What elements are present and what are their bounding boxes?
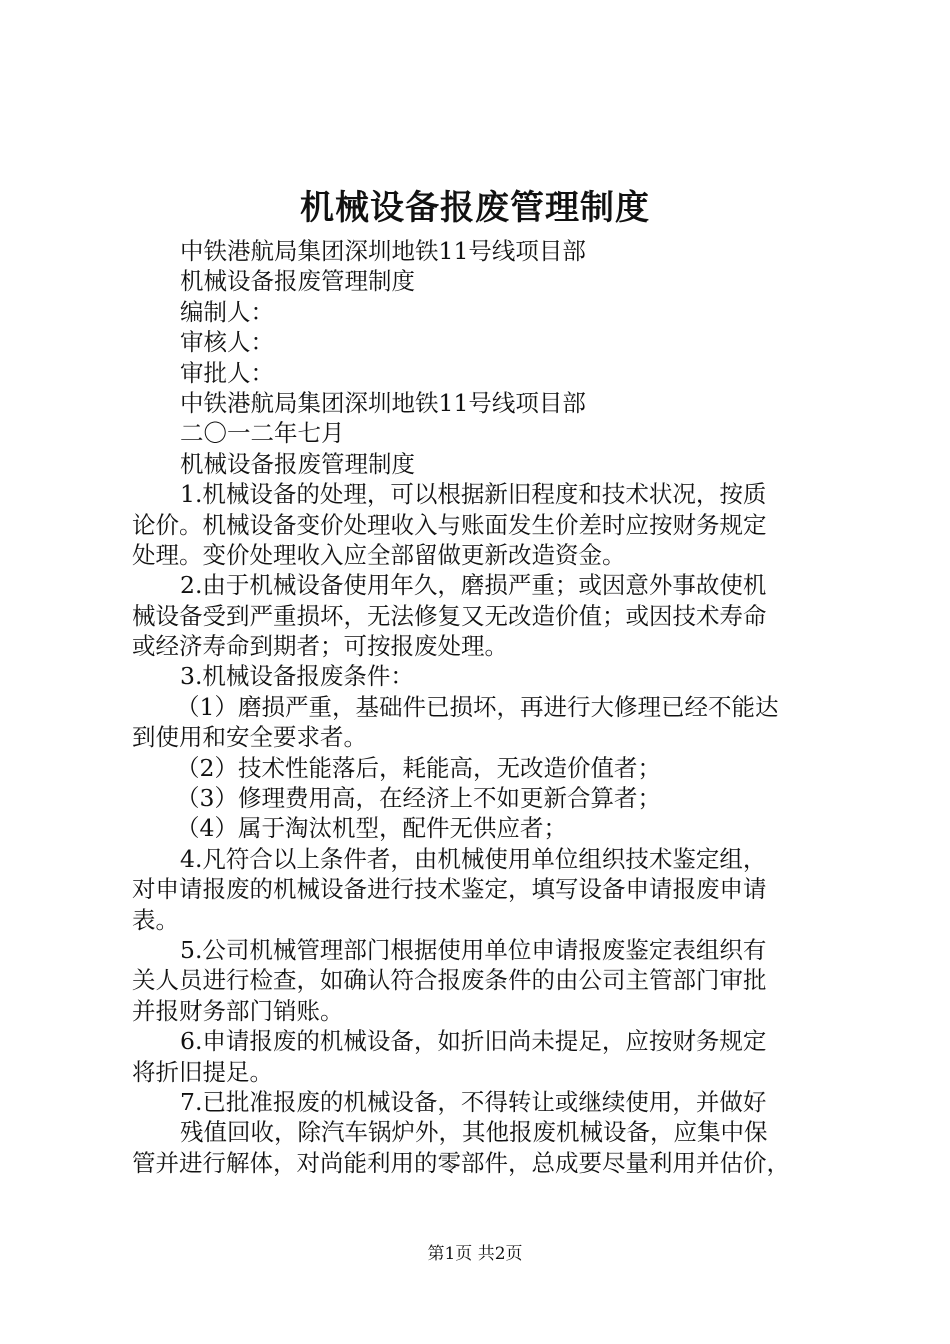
header-line: 中铁港航局集团深圳地铁11号线项目部 <box>180 388 586 417</box>
header-line: 审核人： <box>180 328 274 357</box>
body-line: 关人员进行检查，如确认符合报废条件的由公司主管部门审批 <box>132 966 767 995</box>
header-line: 机械设备报废管理制度 <box>180 449 415 478</box>
page-footer: 第1页 共2页 <box>427 1244 523 1264</box>
header-line: 中铁港航局集团深圳地铁11号线项目部 <box>180 237 586 265</box>
header-line: 机械设备报废管理制度 <box>180 267 415 296</box>
body-line: 并报财务部门销账。 <box>132 996 344 1025</box>
body-line: 5.公司机械管理部门根据使用单位申请报废鉴定表组织有 <box>180 935 767 964</box>
body-line: 处理。变价处理收入应全部留做更新改造资金。 <box>132 540 626 569</box>
body-line: 7.已批准报废的机械设备，不得转让或继续使用，并做好 <box>180 1087 767 1116</box>
document-title: 机械设备报废管理制度 <box>300 188 650 228</box>
body-line: （3）修理费用高，在经济上不如更新合算者； <box>176 784 661 813</box>
body-paragraphs <box>132 479 832 1178</box>
body-line: 1.机械设备的处理，可以根据新旧程度和技术状况，按质 <box>180 480 767 509</box>
body-line: 管并进行解体，对尚能利用的零部件，总成要尽量利用并估价， <box>132 1148 790 1177</box>
body-line: 3.机械设备报废条件： <box>180 662 414 691</box>
body-line: （1）磨损严重，基础件已损坏，再进行大修理已经不能达 <box>176 692 779 721</box>
body-line: （2）技术性能落后，耗能高，无改造价值者； <box>176 753 661 782</box>
body-line: 对申请报废的机械设备进行技术鉴定，填写设备申请报废申请 <box>132 875 767 904</box>
body-line: 将折旧提足。 <box>132 1057 273 1086</box>
body-line: 残值回收，除汽车锅炉外，其他报废机械设备，应集中保 <box>180 1118 768 1147</box>
body-line: 4.凡符合以上条件者，由机械使用单位组织技术鉴定组， <box>180 844 767 873</box>
body-line: （4）属于淘汰机型，配件无供应者； <box>176 814 567 843</box>
document-body <box>132 236 832 1178</box>
body-line: 表。 <box>132 905 179 934</box>
body-line: 到使用和安全要求者。 <box>132 723 367 752</box>
body-line: 2.由于机械设备使用年久，磨损严重；或因意外事故使机 <box>180 571 767 600</box>
body-line: 论价。机械设备变价处理收入与账面发生价差时应按财务规定 <box>132 510 767 539</box>
header-line: 编制人： <box>180 297 274 326</box>
header-line: 审批人： <box>180 358 274 387</box>
body-line: 械设备受到严重损坏，无法修复又无改造价值；或因技术寿命 <box>132 601 767 630</box>
header-line: 二〇一二年七月 <box>180 419 345 448</box>
body-line: 或经济寿命到期者；可按报废处理。 <box>132 632 508 661</box>
body-line: 6.申请报废的机械设备，如折旧尚未提足，应按财务规定 <box>180 1027 767 1056</box>
